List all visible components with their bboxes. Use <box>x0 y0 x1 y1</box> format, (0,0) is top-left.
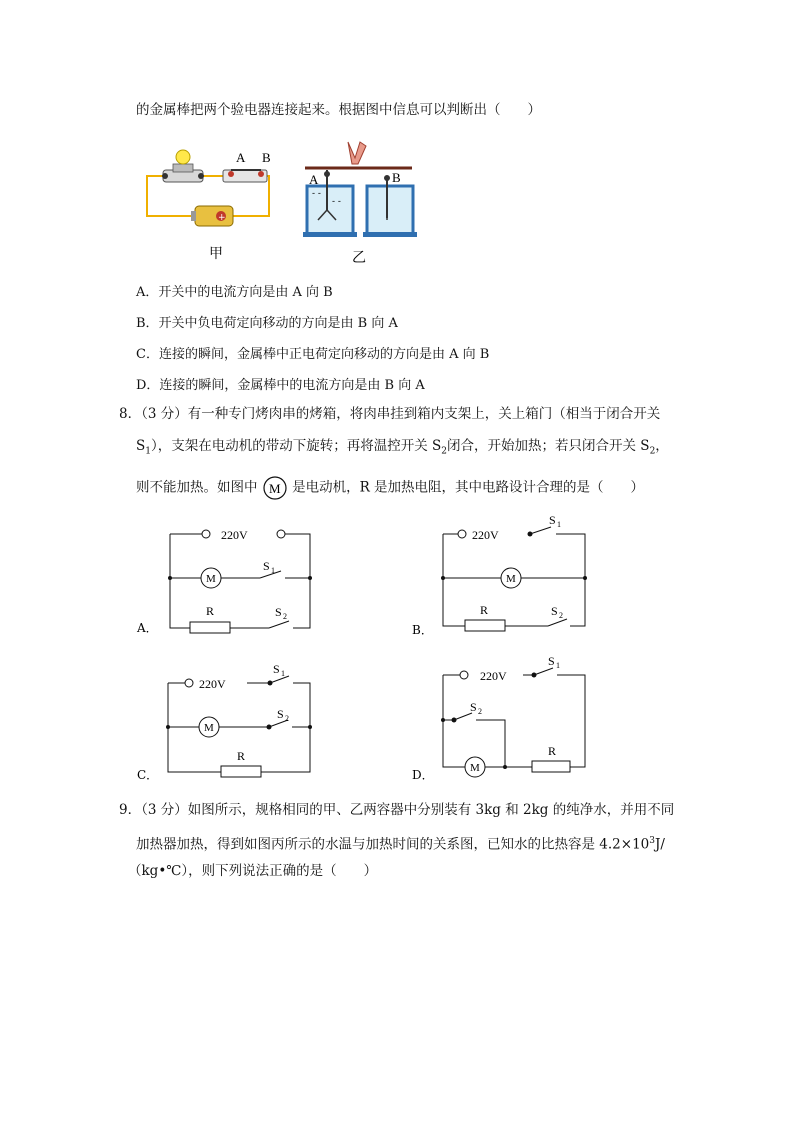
svg-text:1: 1 <box>556 661 560 670</box>
circuit-d <box>410 655 600 785</box>
q7-option-c: C．连接的瞬间，金属棒中正电荷定向移动的方向是由 A 向 B <box>136 347 490 362</box>
svg-text:220V: 220V <box>480 669 507 683</box>
q9-stem-line1: 9．（3 分）如图所示，规格相同的甲、乙两容器中分别装有 3kg 和 2kg 的纯净水，并用不同 <box>119 802 675 818</box>
svg-text:2: 2 <box>559 611 563 620</box>
q7-option-b: B．开关中负电荷定向移动的方向是由 B 向 A <box>136 316 398 331</box>
svg-text:S: S <box>263 559 270 573</box>
svg-text:1: 1 <box>271 566 275 575</box>
q8-stem-line1: 8．（3 分）有一种专门烤肉串的烤箱，将肉串挂到箱内支架上，关上箱门（相当于闭合开关 <box>119 406 661 422</box>
svg-text:1: 1 <box>557 520 561 529</box>
q7-option-d: D．连接的瞬间，金属棒中的电流方向是由 B 向 A <box>136 378 425 393</box>
svg-text:220V: 220V <box>472 528 499 542</box>
fig-yi-label-a: A <box>309 172 319 187</box>
svg-text:M: M <box>206 573 216 585</box>
svg-text:2: 2 <box>478 707 482 716</box>
figure-jia <box>135 140 285 265</box>
svg-text:220V: 220V <box>199 677 226 691</box>
svg-text:220V: 220V <box>221 528 248 542</box>
svg-text:- -: - - <box>312 189 321 199</box>
q8-stem-line2: $S_1$），支架在电动机的带动下旋转；再将温控开关 $S_2$闭合，开始加热；若只闭合开关 $S_2$， <box>136 438 669 457</box>
circuit-b <box>410 514 600 639</box>
fig-jia-caption: 甲 <box>209 246 223 262</box>
fig-jia-label-b: B <box>262 150 271 165</box>
q7-stem-tail: 的金属棒把两个验电器连接起来。根据图中信息可以判断出（ ） <box>136 102 541 118</box>
svg-text:1: 1 <box>281 669 285 678</box>
q9-stem-line2: 加热器加热，得到如图丙所示的水温与加热时间的关系图，已知水的比热容是 $4.2\times 10^3J/$ <box>136 836 665 853</box>
svg-text:2: 2 <box>283 612 287 621</box>
svg-text:+: + <box>218 213 226 223</box>
fig-jia-label-a: A <box>236 150 246 165</box>
fig-yi-caption: 乙 <box>352 250 366 266</box>
circuit-b-label: B． <box>412 623 433 637</box>
svg-text:S: S <box>273 662 280 676</box>
fig-yi-label-b: B <box>392 170 401 185</box>
q7-option-a: A．开关中的电流方向是由 A 向 B <box>136 285 333 300</box>
svg-text:- -: - - <box>332 197 341 207</box>
circuit-c <box>135 662 325 787</box>
circuit-d-label: D． <box>412 768 434 782</box>
q8-stem-line3: 则不能加热。如图中 M 是电动机，R 是加热电阻，其中电路设计合理的是（ ） <box>136 475 644 501</box>
svg-text:R: R <box>548 744 557 758</box>
svg-text:S: S <box>470 700 477 714</box>
svg-text:M: M <box>204 722 214 734</box>
figure-yi <box>300 138 420 266</box>
svg-text:2: 2 <box>285 714 289 723</box>
svg-text:R: R <box>480 603 489 617</box>
svg-text:S: S <box>549 514 556 527</box>
svg-text:R: R <box>206 604 215 618</box>
q9-stem-line3: （kg•℃），则下列说法正确的是（ ） <box>128 863 378 879</box>
motor-symbol-icon <box>262 475 288 501</box>
svg-text:M: M <box>470 762 480 774</box>
circuit-a <box>135 520 325 645</box>
svg-text:S: S <box>551 604 558 618</box>
svg-text:S: S <box>548 655 555 668</box>
svg-text:M: M <box>506 573 516 585</box>
circuit-a-label: A． <box>137 621 158 635</box>
svg-text:M: M <box>268 481 281 496</box>
circuit-c-label: C． <box>137 768 159 782</box>
svg-text:S: S <box>277 707 284 721</box>
svg-text:S: S <box>275 605 282 619</box>
svg-text:R: R <box>237 749 246 763</box>
